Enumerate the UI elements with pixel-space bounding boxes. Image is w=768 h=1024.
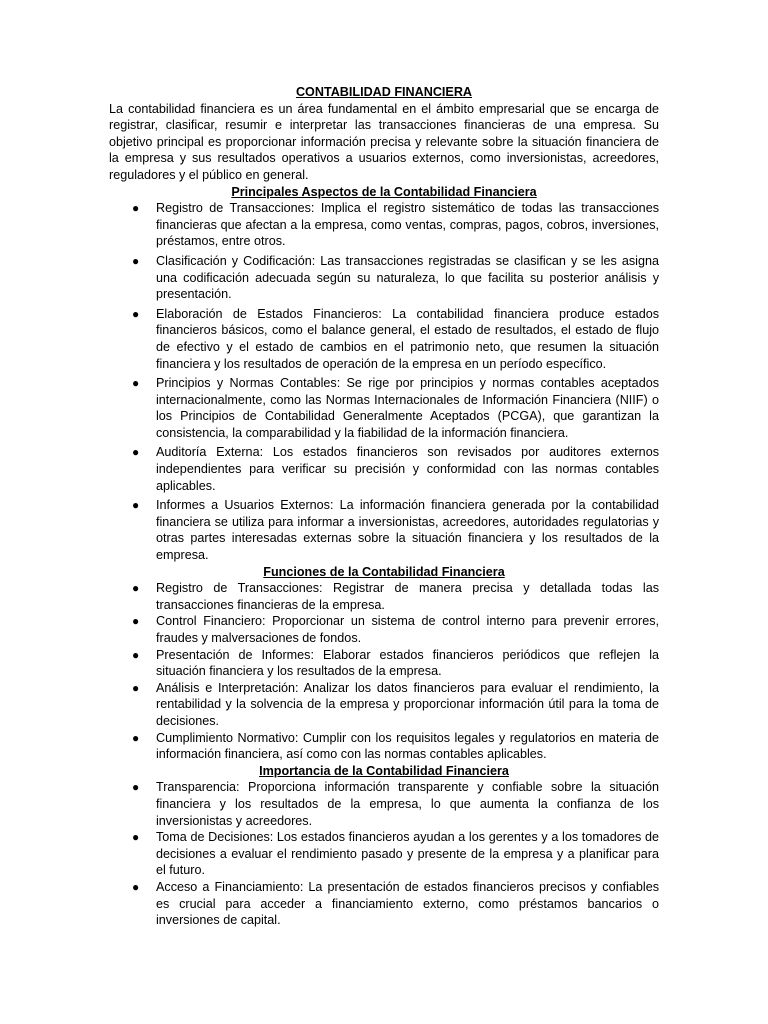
bullet-icon: ● — [132, 306, 140, 321]
bullet-icon: ● — [132, 253, 140, 268]
bullet-icon: ● — [132, 376, 140, 391]
bullet-icon: ● — [132, 445, 140, 460]
section-heading-aspectos: Principales Aspectos de la Contabilidad Financiera — [231, 184, 537, 199]
bullet-icon: ● — [132, 879, 140, 894]
list-item: ● Transparencia: Proporciona información transparente y confiable sobre la situación financiera y los resultados de la empresa, lo que aumenta la confianza de los inversionistas y acreedores. — [132, 780, 659, 828]
list-item: ● Acceso a Financiamiento: La presentación de estados financieros precisos y confiables es crucial para acceder a financiamiento externo, como préstamos bancarios o inversiones de capital. — [132, 879, 659, 928]
list-item: ● Auditoría Externa: Los estados financieros son revisados por auditores externos independientes para verificar su precisión y conformidad con las normas contables aplicables. — [132, 445, 659, 493]
aspectos-list — [109, 200, 659, 563]
list-item: ● Informes a Usuarios Externos: La información financiera generada por la contabilidad financiera se utiliza para informar a inversionistas, acreedores, autoridades regulatorias y otras partes interesadas externas sobre la situación financiera y los resultados de la empresa. — [132, 498, 659, 563]
document-title: CONTABILIDAD FINANCIERA — [295, 85, 473, 99]
list-item: ● Toma de Decisiones: Los estados financieros ayudan a los gerentes y a los tomadores de decisiones a evaluar el rendimiento pasado y presente de la empresa y a planificar para el futuro. — [132, 830, 659, 878]
list-item: ● Análisis e Interpretación: Analizar los datos financieros para evaluar el rendimiento, la rentabilidad y la solvencia de la empresa y proporcionar información útil para la toma de decisiones. — [132, 680, 659, 728]
bullet-icon: ● — [132, 498, 140, 513]
bullet-icon: ● — [132, 680, 140, 695]
document-page — [109, 84, 659, 929]
bullet-icon: ● — [132, 730, 140, 745]
bullet-icon: ● — [132, 614, 140, 629]
importancia-list — [109, 779, 659, 928]
bullet-icon: ● — [132, 581, 140, 596]
section-heading-funciones: Funciones de la Contabilidad Financiera — [263, 564, 505, 579]
bullet-icon: ● — [132, 830, 140, 845]
list-item: ● Presentación de Informes: Elaborar estados financieros periódicos que reflejen la situación financiera y los resultados de la empresa. — [132, 647, 659, 679]
list-item: ● Cumplimiento Normativo: Cumplir con los requisitos legales y regulatorios en materia de información financiera, así como con las normas contables aplicables. — [132, 730, 659, 762]
intro-paragraph: La contabilidad financiera es un área fundamental en el ámbito empresarial que se encarga de registrar, clasificar, resumir e interpretar las transacciones financieras de una empresa. Su objetivo principal es proporcionar información precisa y relevante sobre la situación financiera de la empresa y sus resultados operativos a usuarios externos, como inversionistas, acreedores, reguladores y el público en general. — [109, 101, 659, 182]
bullet-icon: ● — [132, 201, 140, 216]
list-item: ● Elaboración de Estados Financieros: La contabilidad financiera produce estados financieros básicos, como el balance general, el estado de resultados, el estado de flujo de efectivo y el estado de cambios en el patrimonio neto, que resumen la situación financiera y los resultados de operación de la empresa en un período específico. — [132, 306, 659, 371]
funciones-list — [109, 580, 659, 763]
list-item: ● Clasificación y Codificación: Las transacciones registradas se clasifican y se les asigna una codificación adecuada según su naturaleza, lo que facilita su posterior análisis y presentación. — [132, 253, 659, 302]
list-item: ● Registro de Transacciones: Registrar de manera precisa y detallada todas las transacciones financieras de la empresa. — [132, 581, 659, 612]
list-item: ● Principios y Normas Contables: Se rige por principios y normas contables aceptados internacionalmente, como las Normas Internacionales de Información Financiera (NIIF) o los Principios de Contabilidad Generalmente Aceptados (PCGA), que garantizan la consistencia, la comparabilidad y la fiabilidad de la información financiera. — [132, 376, 659, 440]
bullet-icon: ● — [132, 780, 140, 795]
bullet-icon: ● — [132, 647, 140, 662]
list-item: ● Control Financiero: Proporcionar un sistema de control interno para prevenir errores, fraudes y malversaciones de fondos. — [132, 614, 659, 645]
section-heading-importancia: Importancia de la Contabilidad Financiera — [259, 763, 509, 778]
list-item: ● Registro de Transacciones: Implica el registro sistemático de todas las transacciones financieras que afectan a la empresa, como ventas, compras, pagos, cobros, inversiones, préstamos, entre otros. — [132, 201, 659, 249]
